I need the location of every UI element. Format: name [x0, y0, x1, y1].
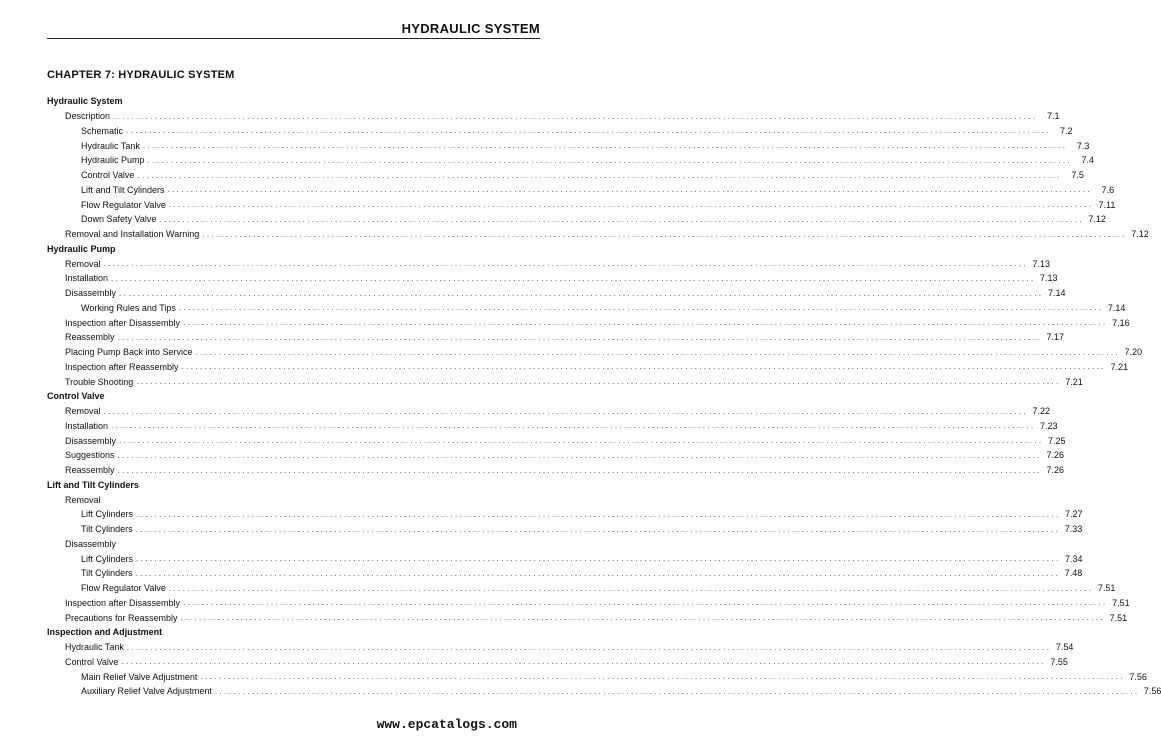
toc-entry[interactable] [47, 581, 1116, 596]
toc-entry-label: Schematic [81, 126, 126, 136]
toc-page-number: 7.14 [1107, 302, 1126, 313]
toc-entry-label: Flow Regulator Valve [81, 200, 169, 210]
toc-page-number: 7.3 [1076, 140, 1090, 151]
dot-leader: ........................................................................................................................................................................................................ [119, 288, 1044, 298]
dot-leader: ........................................................................................................................................................................................................ [136, 509, 1061, 519]
toc-entry-label: Hydraulic Tank [65, 642, 127, 652]
dot-leader: ........................................................................................................................................................................................................ [103, 259, 1029, 269]
toc-entry[interactable] [47, 301, 1126, 316]
toc-entry-label: Inspection after Reassembly [65, 362, 182, 372]
toc-entry[interactable] [47, 433, 1066, 448]
toc-page-number: 7.25 [1048, 435, 1066, 446]
dot-leader: ........................................................................................................................................................................................................ [117, 465, 1043, 475]
dot-leader: ........................................................................................................................................................................................................ [147, 155, 1073, 165]
dot-leader: ........................................................................................................................................................................................................ [121, 657, 1046, 667]
toc-page-number: 7.13 [1040, 273, 1058, 284]
toc-page-number: 7.11 [1098, 199, 1116, 210]
header-divider [47, 38, 540, 39]
toc-entry[interactable] [47, 669, 1147, 684]
toc-entry-label: Auxiliary Relief Valve Adjustment [81, 686, 215, 696]
toc-entry[interactable] [47, 448, 1065, 463]
toc-page-number: 7.51 [1109, 612, 1128, 623]
dot-leader: ........................................................................................................................................................................................................ [119, 436, 1044, 446]
toc-entry[interactable] [47, 507, 1083, 522]
dot-leader: ........................................................................................................................................................................................................ [183, 318, 1108, 328]
toc-page-number: 7.21 [1110, 361, 1129, 372]
page-header-title: HYDRAULIC SYSTEM [401, 21, 540, 36]
toc-entry[interactable] [47, 374, 1083, 389]
toc-page-number: 7.22 [1032, 406, 1051, 417]
toc-page-number: 7.5 [1071, 170, 1084, 181]
toc-entry-label: Removal [65, 406, 104, 416]
toc-entry-label: Inspection and Adjustment [47, 627, 165, 637]
toc-entry-label: Disassembly [65, 539, 119, 549]
toc-section-heading [47, 242, 529, 257]
toc-entry[interactable] [47, 360, 1129, 375]
toc-entry[interactable] [47, 522, 1083, 537]
toc-entry[interactable] [47, 640, 1074, 655]
dot-leader: ........................................................................................................................................................................................................ [135, 568, 1061, 578]
toc-section-heading [47, 389, 529, 404]
toc-entry-label: Tilt Cylinders [81, 568, 136, 578]
toc-entry-label: Lift Cylinders [81, 509, 136, 519]
chapter-title: CHAPTER 7: HYDRAULIC SYSTEM [47, 69, 235, 81]
dot-leader: ........................................................................................................................................................................................................ [200, 672, 1125, 682]
toc-page-number: 7.1 [1047, 111, 1060, 122]
dot-leader: ........................................................................................................................................................................................................ [142, 141, 1068, 151]
dot-leader: ........................................................................................................................................................................................................ [117, 332, 1043, 342]
toc-entry-label: Control Valve [47, 391, 108, 401]
toc-entry[interactable] [47, 109, 1060, 124]
toc-entry[interactable] [47, 537, 529, 552]
toc-entry-label: Inspection after Disassembly [65, 318, 183, 328]
dot-leader: ........................................................................................................................................................................................................ [214, 686, 1140, 696]
dot-leader: ........................................................................................................................................................................................................ [111, 273, 1036, 283]
toc-page-number: 7.21 [1065, 376, 1083, 387]
toc-entry-label: Flow Regulator Valve [81, 583, 169, 593]
toc-page-number: 7.2 [1060, 125, 1073, 136]
dot-leader: ........................................................................................................................................................................................................ [126, 126, 1051, 136]
toc-entry[interactable] [47, 227, 1149, 242]
toc-page-number: 7.17 [1046, 332, 1065, 343]
table-of-contents [47, 94, 1161, 699]
footer-website-link[interactable]: www.epcatalogs.com [376, 717, 517, 732]
toc-page-number: 7.20 [1124, 347, 1143, 358]
toc-entry[interactable] [47, 124, 1073, 139]
toc-page-number: 7.26 [1046, 465, 1065, 476]
toc-page-number: 7.26 [1046, 450, 1065, 461]
toc-entry-label: Trouble Shooting [65, 377, 136, 387]
dot-leader: ........................................................................................................................................................................................................ [136, 554, 1061, 564]
toc-entry-label: Working Rules and Tips [81, 303, 179, 313]
toc-page-number: 7.33 [1064, 524, 1083, 535]
toc-entry-label: Disassembly [65, 288, 119, 298]
dot-leader: ........................................................................................................................................................................................................ [111, 421, 1036, 431]
toc-entry[interactable] [47, 212, 1106, 227]
toc-entry-label: Reassembly [65, 465, 118, 475]
toc-entry[interactable] [47, 596, 1130, 611]
toc-entry[interactable] [47, 330, 1065, 345]
toc-entry-label: Reassembly [65, 332, 118, 342]
toc-page-number: 7.56 [1129, 671, 1147, 682]
toc-page-number: 7.56 [1143, 686, 1161, 697]
toc-entry[interactable] [47, 419, 1058, 434]
toc-entry[interactable] [47, 138, 1090, 153]
toc-entry-label: Hydraulic Pump [81, 155, 148, 165]
dot-leader: ........................................................................................................................................................................................................ [181, 362, 1107, 372]
toc-entry[interactable] [47, 256, 1051, 271]
toc-entry-label: Lift and Tilt Cylinders [47, 480, 142, 490]
toc-page-number: 7.12 [1131, 229, 1149, 240]
toc-entry-label: Down Safety Valve [81, 214, 159, 224]
toc-entry-label: Precautions for Reassembly [65, 613, 181, 623]
toc-entry-label: Removal [65, 495, 104, 505]
toc-page-number: 7.27 [1065, 509, 1083, 520]
toc-entry-label: Disassembly [65, 436, 119, 446]
toc-page-number: 7.54 [1055, 642, 1074, 653]
dot-leader: ........................................................................................................................................................................................................ [195, 347, 1121, 357]
dot-leader: ........................................................................................................................................................................................................ [136, 377, 1061, 387]
toc-entry-label: Installation [65, 273, 111, 283]
toc-entry-label: Description [65, 111, 113, 121]
toc-entry[interactable] [47, 404, 1051, 419]
toc-entry-label: Inspection after Disassembly [65, 598, 183, 608]
dot-leader: ........................................................................................................................................................................................................ [159, 214, 1084, 224]
toc-page-number: 7.51 [1097, 583, 1116, 594]
toc-entry[interactable] [47, 168, 1084, 183]
dot-leader: ........................................................................................................................................................................................................ [137, 170, 1062, 180]
toc-entry-label: Control Valve [65, 657, 121, 667]
dot-leader: ........................................................................................................................................................................................................ [167, 185, 1093, 195]
toc-section-heading [47, 478, 529, 493]
toc-entry-label: Lift and Tilt Cylinders [81, 185, 168, 195]
toc-page-number: 7.34 [1065, 553, 1083, 564]
toc-page-number: 7.48 [1064, 568, 1083, 579]
dot-leader: ........................................................................................................................................................................................................ [180, 613, 1106, 623]
toc-entry-label: Hydraulic Pump [47, 244, 119, 254]
toc-page-number: 7.23 [1040, 420, 1058, 431]
toc-section-heading [47, 94, 529, 109]
toc-page-number: 7.51 [1112, 597, 1130, 608]
toc-page-number: 7.4 [1081, 155, 1095, 166]
toc-entry[interactable] [47, 345, 1143, 360]
toc-entry[interactable] [47, 183, 1115, 198]
toc-page-number: 7.16 [1112, 317, 1130, 328]
toc-page-number: 7.13 [1032, 258, 1051, 269]
toc-entry-label: Main Relief Valve Adjustment [81, 672, 200, 682]
toc-entry-label: Removal and Installation Warning [65, 229, 202, 239]
toc-page-number: 7.55 [1050, 656, 1068, 667]
dot-leader: ........................................................................................................................................................................................................ [103, 406, 1029, 416]
dot-leader: ........................................................................................................................................................................................................ [135, 524, 1061, 534]
toc-entry-label: Hydraulic System [47, 96, 126, 106]
dot-leader: ........................................................................................................................................................................................................ [178, 303, 1104, 313]
toc-page-number: 7.14 [1048, 288, 1066, 299]
toc-entry[interactable] [47, 610, 1128, 625]
toc-entry[interactable] [47, 271, 1058, 286]
toc-page-number: 7.6 [1101, 184, 1115, 195]
toc-entry[interactable] [47, 286, 1066, 301]
toc-entry[interactable] [47, 153, 1095, 168]
toc-entry-label: Placing Pump Back into Service [65, 347, 196, 357]
toc-entry[interactable] [47, 655, 1068, 670]
toc-page-number: 7.12 [1088, 214, 1106, 225]
toc-entry[interactable] [47, 566, 1083, 581]
toc-entry-label: Tilt Cylinders [81, 524, 136, 534]
dot-leader: ........................................................................................................................................................................................................ [168, 583, 1094, 593]
dot-leader: ........................................................................................................................................................................................................ [202, 229, 1127, 239]
toc-entry-label: Hydraulic Tank [81, 141, 143, 151]
toc-entry[interactable] [47, 197, 1116, 212]
toc-section-heading [47, 625, 529, 640]
toc-entry-label: Control Valve [81, 170, 137, 180]
dot-leader: ........................................................................................................................................................................................................ [117, 450, 1043, 460]
toc-entry[interactable] [47, 315, 1130, 330]
dot-leader: ........................................................................................................................................................................................................ [126, 642, 1052, 652]
toc-entry-label: Removal [65, 259, 104, 269]
toc-entry-label: Lift Cylinders [81, 554, 136, 564]
toc-entry-label: Suggestions [65, 450, 118, 460]
toc-entry[interactable] [47, 463, 1065, 478]
toc-entry[interactable] [47, 551, 1083, 566]
toc-entry[interactable] [47, 492, 529, 507]
toc-entry[interactable] [47, 684, 1161, 699]
dot-leader: ........................................................................................................................................................................................................ [183, 598, 1108, 608]
toc-entry-label: Installation [65, 421, 111, 431]
dot-leader: ........................................................................................................................................................................................................ [168, 200, 1094, 210]
dot-leader: ........................................................................................................................................................................................................ [113, 111, 1038, 121]
